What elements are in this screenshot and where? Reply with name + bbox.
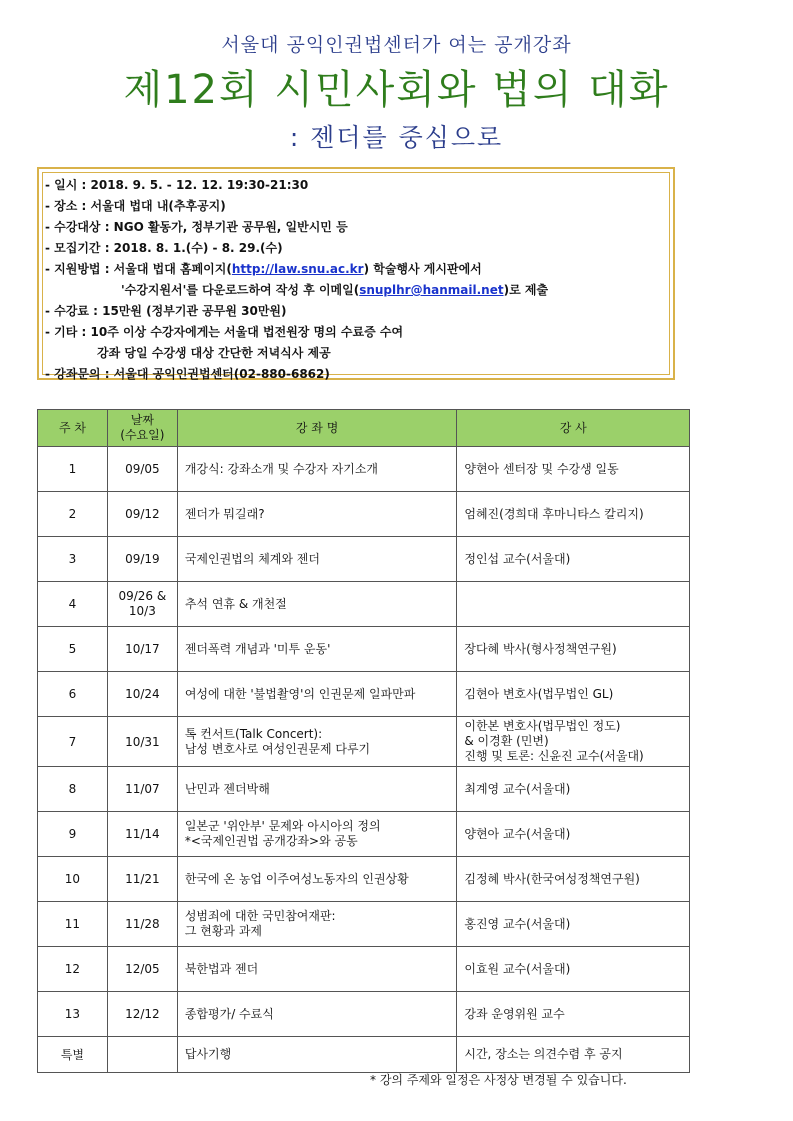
- header-week: 주 차: [38, 410, 108, 447]
- cell-week: 9: [38, 812, 108, 857]
- info-apply: [45, 260, 482, 277]
- cell-date: 11/28: [107, 902, 177, 947]
- cell-lecture: 답사기행: [177, 1037, 457, 1073]
- footnote: * 강의 주제와 일정은 사정상 변경될 수 있습니다.: [370, 1073, 627, 1087]
- cell-date: 12/12: [107, 992, 177, 1037]
- info-box: [37, 167, 675, 380]
- cell-lecture: 난민과 젠더박해: [177, 767, 457, 812]
- cell-lecture-line1: 성범죄에 대한 국민참여재판:: [184, 909, 336, 923]
- cell-lecturer: 장다혜 박사(형사정책연구원): [457, 627, 690, 672]
- cell-lecturer: 시간, 장소는 의견수렴 후 공지: [457, 1037, 690, 1073]
- cell-lecture: 한국에 온 농업 이주여성노동자의 인권상황: [177, 857, 457, 902]
- cell-lecturer: 강좌 운영위원 교수: [457, 992, 690, 1037]
- cell-week: 3: [38, 537, 108, 582]
- cell-lecturer: 최계영 교수(서울대): [457, 767, 690, 812]
- info-apply-suffix: ) 학술행사 게시판에서: [363, 262, 482, 276]
- cell-lecture-line2: 남성 변호사로 여성인권문제 다루기: [184, 741, 371, 756]
- info-apply-prefix: - 지원방법 : 서울대 법대 홈페이지(: [45, 262, 232, 276]
- info-place: - 장소 : 서울대 법대 내(추후공지): [45, 199, 226, 213]
- header-date: [107, 410, 177, 447]
- info-target: - 수강대상 : NGO 활동가, 정부기관 공무원, 일반시민 등: [45, 220, 348, 234]
- cell-date: [107, 582, 177, 627]
- cell-date: 12/05: [107, 947, 177, 992]
- info-apply2-suffix: )로 제출: [503, 283, 549, 297]
- table-row: [38, 492, 690, 537]
- cell-date: 09/05: [107, 447, 177, 492]
- cell-lecture: 종합평가/ 수료식: [177, 992, 457, 1037]
- info-etc: - 기타 : 10주 이상 수강자에게는 서울대 법전원장 명의 수료증 수여: [45, 325, 404, 339]
- cell-week: 4: [38, 582, 108, 627]
- cell-lecture: [177, 902, 457, 947]
- homepage-link[interactable]: http://law.snu.ac.kr: [231, 262, 364, 276]
- cell-date: 09/12: [107, 492, 177, 537]
- cell-lecturer: 엄혜진(경희대 후마니타스 칼리지): [457, 492, 690, 537]
- cell-lecture-line1: 일본군 '위안부' 문제와 아시아의 정의: [184, 819, 381, 833]
- info-apply2-prefix: '수강지원서'를 다운로드하여 작성 후 이메일(: [121, 283, 360, 297]
- table-header-row: [38, 410, 690, 447]
- header-lecture: 강 좌 명: [177, 410, 457, 447]
- cell-date: [107, 1037, 177, 1073]
- cell-lecture: 국제인권법의 체계와 젠더: [177, 537, 457, 582]
- table-row: [38, 537, 690, 582]
- table-row: [38, 992, 690, 1037]
- info-apply-2: [121, 281, 548, 298]
- info-recruit: - 모집기간 : 2018. 8. 1.(수) - 8. 29.(수): [45, 241, 283, 255]
- cell-lecturer: [457, 717, 690, 767]
- cell-lecturer: 양현아 교수(서울대): [457, 812, 690, 857]
- cell-lecture: [177, 812, 457, 857]
- cell-lecture: [177, 717, 457, 767]
- cell-week: 7: [38, 717, 108, 767]
- cell-lecturer: 이효원 교수(서울대): [457, 947, 690, 992]
- cell-lecture-line2: *<국제인권법 공개강좌>와 공동: [184, 834, 358, 848]
- table-row: [38, 447, 690, 492]
- page-title: 제12회 시민사회와 법의 대화: [123, 67, 670, 113]
- cell-date: 11/07: [107, 767, 177, 812]
- cell-week: 특별: [38, 1037, 108, 1073]
- table-row: [38, 902, 690, 947]
- cell-week: 11: [38, 902, 108, 947]
- cell-week: 2: [38, 492, 108, 537]
- table-row: [38, 767, 690, 812]
- center-subtitle: 서울대 공익인권법센터가 여는 공개강좌: [221, 34, 572, 56]
- cell-date: 10/24: [107, 672, 177, 717]
- cell-date: 10/17: [107, 627, 177, 672]
- header-lecturer: 강 사: [457, 410, 690, 447]
- table-row: [38, 857, 690, 902]
- cell-lecturer-line2: & 이경환 (민변): [464, 734, 549, 748]
- cell-week: 8: [38, 767, 108, 812]
- schedule-table: [37, 409, 690, 1073]
- header-date-line1: 날짜: [130, 413, 154, 427]
- cell-date-line1: 09/26 &: [118, 589, 167, 603]
- cell-lecture: 젠더폭력 개념과 '미투 운동': [177, 627, 457, 672]
- table-row: [38, 627, 690, 672]
- cell-lecturer: [457, 582, 690, 627]
- email-link[interactable]: snuplhr@hanmail.net: [359, 283, 504, 297]
- table-row: [38, 672, 690, 717]
- cell-date-line2: 10/3: [128, 604, 156, 618]
- cell-lecturer: 양현아 센터장 및 수강생 일동: [457, 447, 690, 492]
- table-row: [38, 812, 690, 857]
- cell-lecture: 북한법과 젠더: [177, 947, 457, 992]
- cell-week: 10: [38, 857, 108, 902]
- info-etc-2: 강좌 당일 수강생 대상 간단한 저녁식사 제공: [97, 346, 331, 360]
- info-contact: - 강좌문의 : 서울대 공익인권법센터(02-880-6862): [45, 367, 330, 381]
- info-date: - 일시 : 2018. 9. 5. - 12. 12. 19:30-21:30: [45, 178, 309, 192]
- cell-date: 11/21: [107, 857, 177, 902]
- cell-lecturer: 김정혜 박사(한국여성정책연구원): [457, 857, 690, 902]
- cell-lecturer: 김현아 변호사(법무법인 GL): [457, 672, 690, 717]
- cell-lecturer-line1: 이한본 변호사(법무법인 정도): [464, 719, 621, 733]
- cell-week: 12: [38, 947, 108, 992]
- cell-week: 6: [38, 672, 108, 717]
- cell-lecture: 추석 연휴 & 개천절: [177, 582, 457, 627]
- cell-date: 09/19: [107, 537, 177, 582]
- cell-week: 5: [38, 627, 108, 672]
- cell-lecture: 여성에 대한 '불법촬영'의 인권문제 일파만파: [177, 672, 457, 717]
- cell-week: 13: [38, 992, 108, 1037]
- table-row: [38, 947, 690, 992]
- cell-date: 10/31: [107, 717, 177, 767]
- table-row: [38, 717, 690, 767]
- cell-lecture-line1: 톡 컨서트(Talk Concert):: [184, 726, 323, 741]
- cell-lecture: 젠더가 뭐길래?: [177, 492, 457, 537]
- header-date-line2: (수요일): [120, 428, 165, 442]
- cell-date: 11/14: [107, 812, 177, 857]
- cell-lecture-line2: 그 현황과 과제: [184, 924, 263, 938]
- cell-lecture: 개강식: 강좌소개 및 수강자 자기소개: [177, 447, 457, 492]
- cell-week: 1: [38, 447, 108, 492]
- cell-lecturer: 정인섭 교수(서울대): [457, 537, 690, 582]
- info-fee: - 수강료 : 15만원 (정부기관 공무원 30만원): [45, 304, 287, 318]
- table-row: [38, 1037, 690, 1073]
- cell-lecturer: 홍진영 교수(서울대): [457, 902, 690, 947]
- cell-lecturer-line3: 진행 및 토론: 신윤진 교수(서울대): [464, 749, 644, 763]
- table-row: [38, 582, 690, 627]
- theme-subtitle: : 젠더를 중심으로: [289, 123, 504, 152]
